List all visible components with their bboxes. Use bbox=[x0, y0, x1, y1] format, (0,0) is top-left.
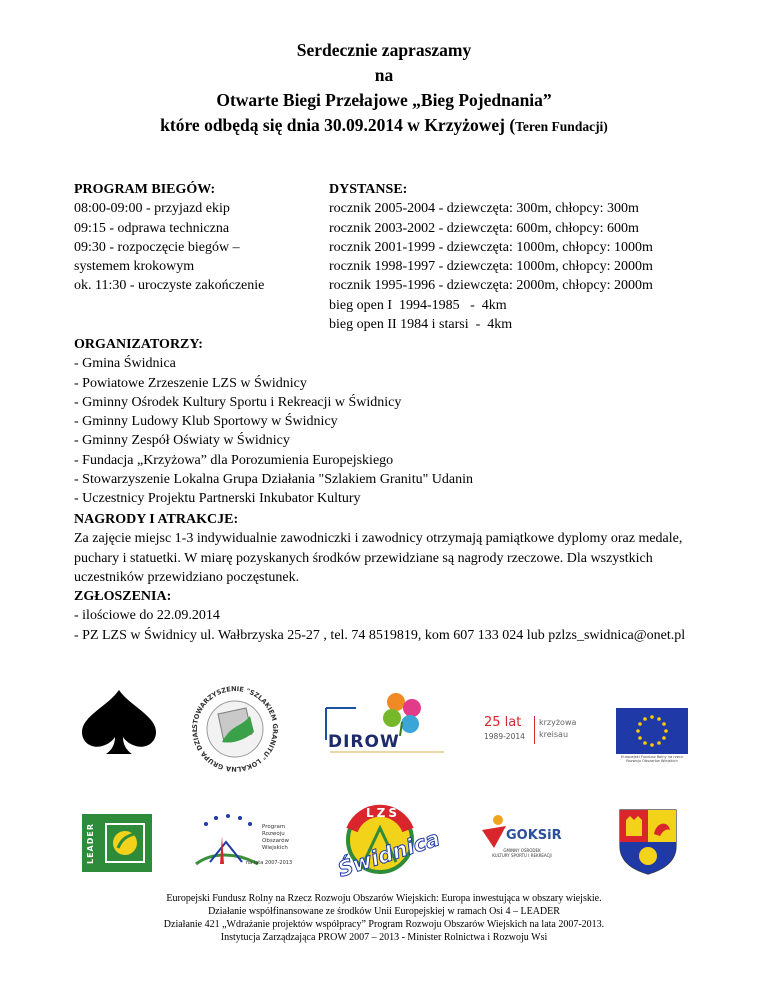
prow-text: Program Rozwoju Obszarów Wiejskich bbox=[262, 824, 289, 851]
program-item: ok. 11:30 - uroczyste zakończenie bbox=[74, 278, 265, 294]
prow-logo bbox=[192, 812, 304, 874]
distance-item: bieg open I 1994-1985 - 4km bbox=[329, 297, 507, 313]
goksir-subtitle: GMINNY OŚRODEK KULTURY SPORTU I REKREACJI bbox=[492, 848, 552, 858]
lgd-szlakiem-granitu-logo bbox=[188, 684, 282, 774]
na-line: na bbox=[374, 65, 394, 85]
program-item: 08:00-09:00 - przyjazd ekip bbox=[74, 201, 230, 217]
footer-line: Działanie 421 „Wdrażanie projektów współpracy” Program Rozwoju Obszarów Wiejskich na lata 2007-2013. bbox=[163, 919, 605, 930]
swidnica-coat-of-arms bbox=[616, 806, 680, 876]
lzs-label: LZS bbox=[366, 806, 400, 820]
krzyzowa-range: 1989-2014 bbox=[484, 732, 525, 741]
organizer-item: - Gmina Świdnica bbox=[74, 356, 176, 372]
goksir-figure-icon bbox=[480, 814, 508, 850]
registration-item: - ilościowe do 22.09.2014 bbox=[74, 608, 220, 624]
footer-line: Instytucja Zarządzająca PROW 2007 – 2013 - Minister Rolnictwa i Rozwoju Wsi bbox=[220, 932, 548, 943]
spade-logo bbox=[78, 688, 160, 756]
prizes-heading: NAGRODY I ATRAKCJE: bbox=[74, 512, 239, 527]
footer-line: Działanie współfinansowane ze środków Unii Europejskiej w ramach Osi 4 – LEADER bbox=[208, 906, 560, 917]
event-date-line: które odbędą się dnia 30.09.2014 w Krzyżowej (Teren Fundacji) bbox=[160, 115, 608, 135]
program-heading: PROGRAM BIEGÓW: bbox=[74, 182, 216, 197]
dirow-wordmark: DIROW bbox=[328, 732, 400, 752]
goksir-logo bbox=[474, 812, 570, 872]
program-section bbox=[74, 180, 324, 296]
organizer-item: - Stowarzyszenie Lokalna Grupa Działania "Szlakiem Granitu" Udanin bbox=[74, 472, 474, 488]
distance-item: bieg open II 1984 i starsi - 4km bbox=[329, 317, 513, 333]
distance-item: rocznik 1995-1996 - dziewczęta: 2000m, chłopcy: 2000m bbox=[329, 278, 653, 294]
krzyzowa-name: krzyżowa bbox=[539, 718, 577, 727]
leader-emblem-icon bbox=[104, 822, 146, 864]
prizes-text-line: Za zajęcie miejsc 1-3 indywidualnie zawodniczki i zawodnicy otrzymają pamiątkowe dyplomy oraz medale, bbox=[74, 531, 683, 547]
footer-line: Europejski Fundusz Rolny na Rzecz Rozwoju Obszarów Wiejskich: Europa inwestująca w obszary wiejskie. bbox=[166, 893, 602, 904]
organizer-item: - Gminny Zespół Oświaty w Świdnicy bbox=[74, 433, 290, 449]
event-title: Otwarte Biegi Przełajowe „Bieg Pojednania” bbox=[216, 90, 552, 110]
goksir-wordmark: GOKSiR bbox=[506, 828, 562, 843]
title-block bbox=[0, 38, 768, 139]
program-item: 09:30 - rozpoczęcie biegów – bbox=[74, 239, 240, 255]
program-item: 09:15 - odprawa techniczna bbox=[74, 220, 230, 236]
distance-item: rocznik 1998-1997 - dziewczęta: 1000m, chłopcy: 2000m bbox=[329, 259, 653, 275]
organizer-item: - Powiatowe Zrzeszenie LZS w Świdnicy bbox=[74, 375, 307, 391]
kreisau-name: kreisau bbox=[539, 730, 569, 739]
leader-label: LEADER bbox=[86, 822, 95, 864]
distances-heading: DYSTANSE: bbox=[329, 182, 408, 197]
prizes-text-line: uczestników przewidziano poczęstunek. bbox=[74, 569, 300, 585]
leader-logo bbox=[82, 814, 152, 872]
organizers-heading: ORGANIZATORZY: bbox=[74, 337, 203, 352]
lgd-emblem-icon bbox=[188, 684, 282, 774]
distance-item: rocznik 2003-2002 - dziewczęta: 600m, chłopcy: 600m bbox=[329, 220, 639, 236]
distance-item: rocznik 2005-2004 - dziewczęta: 300m, chłopcy: 300m bbox=[329, 201, 639, 217]
organizer-item: - Gminny Ośrodek Kultury Sportu i Rekreacji w Świdnicy bbox=[74, 394, 402, 410]
registration-item: - PZ LZS w Świdnicy ul. Wałbrzyska 25-27 , tel. 74 8519819, kom 607 133 024 lub pzlzs_swidnica@onet.pl bbox=[74, 627, 686, 643]
lzs-swidnica-logo bbox=[334, 800, 443, 886]
krzyzowa-years: 25 lat bbox=[484, 715, 522, 730]
program-item: systemem krokowym bbox=[74, 259, 195, 275]
prizes-text-line: puchary i statuetki. W miarę pozyskanych środków przewidziane są nagrody rzeczowe. Dla wszystkich bbox=[74, 550, 653, 566]
organizer-item: - Gminny Ludowy Klub Sportowy w Świdnicy bbox=[74, 414, 338, 430]
svg-text:STOWARZYSZENIE "SZLAKIEM GRANI: STOWARZYSZENIE "SZLAKIEM GRANITU" LOKALNA GRUPA DZIAŁ bbox=[190, 684, 280, 774]
eu-stars-icon bbox=[616, 708, 688, 754]
swidnica-script: Świdnica bbox=[334, 826, 443, 882]
organizer-item: - Uczestnicy Projektu Partnerski Inkubator Kultury bbox=[74, 491, 361, 507]
krzyzowa-logo bbox=[480, 715, 580, 747]
dirow-logo bbox=[318, 688, 446, 756]
distance-item: rocznik 2001-1999 - dziewczęta: 1000m, chłopcy: 1000m bbox=[329, 239, 653, 255]
krzyzowa-divider bbox=[534, 716, 535, 744]
registration-heading: ZGŁOSZENIA: bbox=[74, 589, 172, 605]
invite-line: Serdecznie zapraszamy bbox=[296, 40, 472, 60]
prow-years: na lata 2007-2013 bbox=[246, 860, 293, 866]
eu-caption: Europejski Fundusz Rolny na rzecz Rozwoju Obszarów Wiejskich bbox=[621, 755, 683, 764]
prizes-section bbox=[74, 510, 714, 645]
organizer-item: - Fundacja „Krzyżowa” dla Porozumienia Europejskiego bbox=[74, 452, 394, 468]
distances-section bbox=[329, 180, 709, 334]
organizers-section bbox=[74, 335, 714, 509]
eu-flag-logo bbox=[616, 708, 688, 768]
footer bbox=[0, 892, 768, 944]
